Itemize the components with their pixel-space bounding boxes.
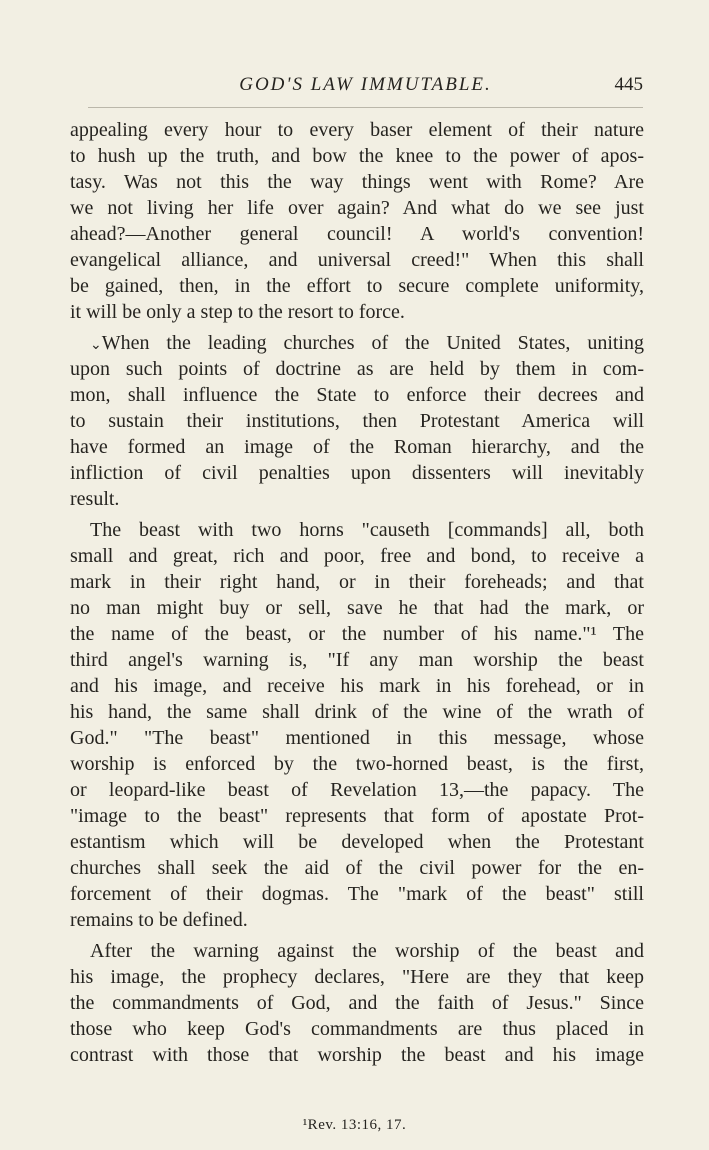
text-line: result.	[70, 488, 120, 510]
text-line: appealing every hour to every baser element of their nature	[70, 119, 644, 141]
text-line: the name of the beast, or the number of his name."¹ The	[70, 623, 644, 645]
text-line: small and great, rich and poor, free and bond, to receive a	[70, 545, 644, 567]
text-line: it will be only a step to the resort to force.	[70, 301, 405, 323]
text-line: evangelical alliance, and universal creed!" When this shall	[70, 249, 644, 271]
text-line: forcement of their dogmas. The "mark of the beast" still	[70, 883, 644, 905]
text-line: and his image, and receive his mark in his forehead, or in	[70, 675, 644, 697]
running-title: GOD'S LAW IMMUTABLE.	[239, 74, 492, 95]
text-line: have formed an image of the Roman hierarchy, and the	[70, 436, 644, 458]
text-line: infliction of civil penalties upon dissenters will inevitably	[70, 462, 644, 484]
text-line: remains to be defined.	[70, 909, 248, 931]
text-line: After the warning against the worship of the beast and	[90, 940, 644, 962]
text-line: his image, the prophecy declares, "Here are they that keep	[70, 966, 644, 988]
running-head	[88, 74, 643, 104]
text-line: mark in their right hand, or in their foreheads; and that	[70, 571, 644, 593]
text-line: God." "The beast" mentioned in this message, whose	[70, 727, 644, 749]
text-line: tasy. Was not this the way things went with Rome? Are	[70, 171, 644, 193]
text-line-with-mark	[70, 330, 644, 356]
text-line: we not living her life over again? And what do we see just	[70, 197, 644, 219]
text-line: estantism which will be developed when the Protestant	[70, 831, 644, 853]
text-line: The beast with two horns "causeth [commands] all, both	[90, 519, 644, 541]
text-line: no man might buy or sell, save he that had the mark, or	[70, 597, 644, 619]
text-line: those who keep God's commandments are thus placed in	[70, 1018, 644, 1040]
text-line: worship is enforced by the two-horned beast, is the first,	[70, 753, 644, 775]
text-line: his hand, the same shall drink of the wine of the wrath of	[70, 701, 644, 723]
page-number: 445	[614, 74, 643, 95]
text-line: contrast with those that worship the beast and his image	[70, 1044, 644, 1066]
body-text	[70, 117, 644, 1068]
footnote: ¹Rev. 13:16, 17.	[302, 1117, 407, 1133]
text-line: upon such points of doctrine as are held by them in com-	[70, 358, 644, 380]
text-line: "image to the beast" represents that form of apostate Prot-	[70, 805, 644, 827]
text-line: or leopard-like beast of Revelation 13,—the papacy. The	[70, 779, 644, 801]
text-line: to hush up the truth, and bow the knee to the power of apos-	[70, 145, 644, 167]
margin-mark: ⌄	[90, 338, 102, 353]
text-line: the commandments of God, and the faith of Jesus." Since	[70, 992, 644, 1014]
text-line: ahead?—Another general council! A world's convention!	[70, 223, 644, 245]
text-line: to sustain their institutions, then Protestant America will	[70, 410, 644, 432]
text-line: third angel's warning is, "If any man worship the beast	[70, 649, 644, 671]
text-line: be gained, then, in the effort to secure complete uniformity,	[70, 275, 644, 297]
text-line: churches shall seek the aid of the civil power for the en-	[70, 857, 644, 879]
text-line: mon, shall influence the State to enforce their decrees and	[70, 384, 644, 406]
header-rule	[88, 107, 643, 108]
text-line: When the leading churches of the United States, uniting	[101, 332, 644, 354]
